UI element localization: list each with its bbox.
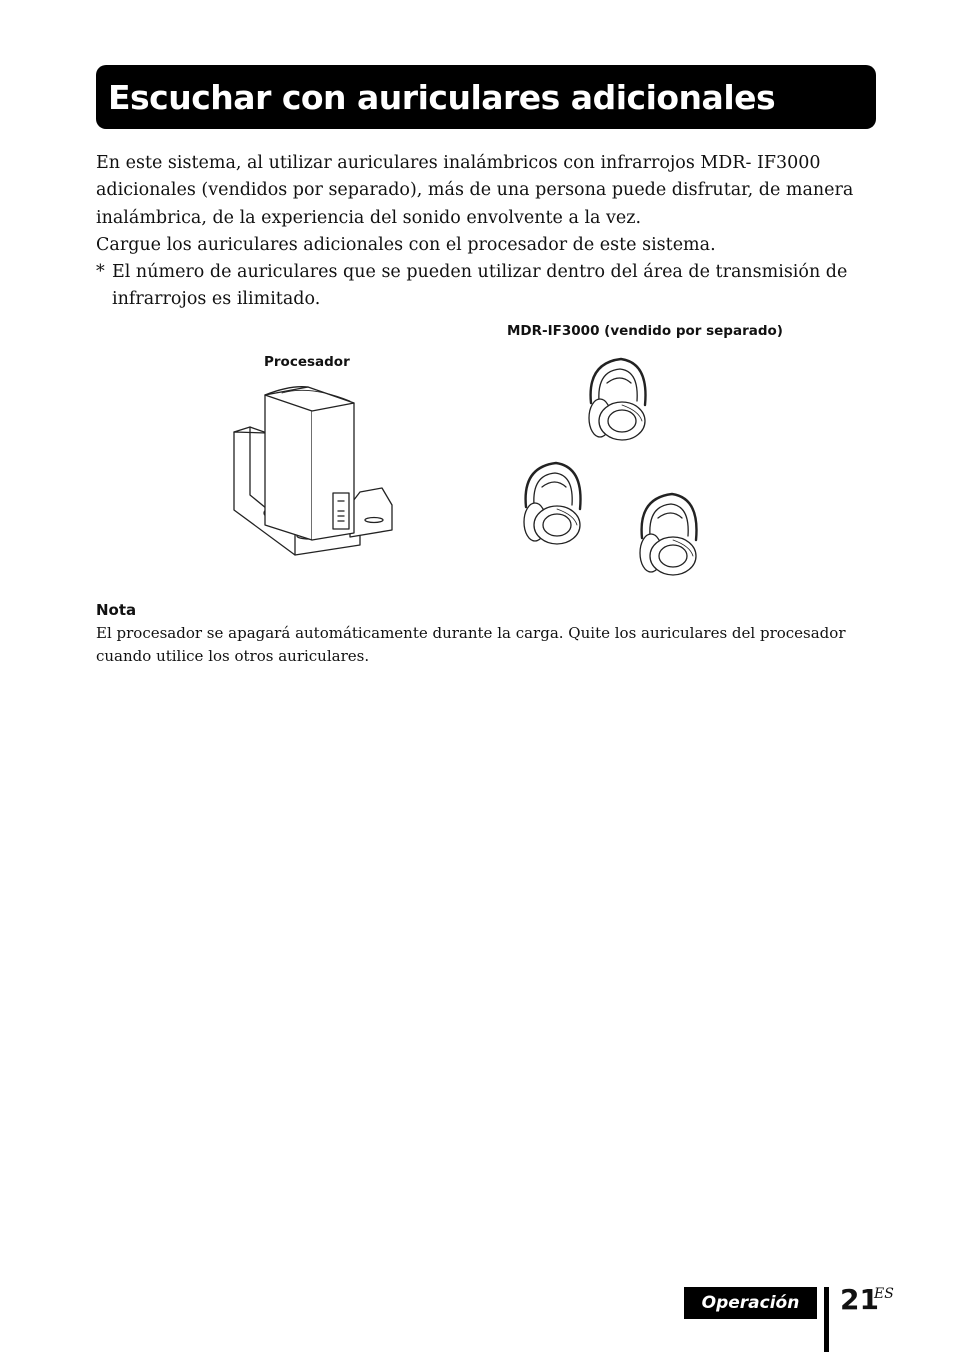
processor-illustration bbox=[234, 387, 392, 555]
intro-text bbox=[96, 150, 886, 314]
intro-paragraph: En este sistema, al utilizar auriculares inalámbricos con infrarrojos MDR- IF3000 adicionales (vendidos por separado), más de una persona puede disfrutar, de manera inalámbrica, de la experiencia del sonido envolvente a la vez. bbox=[96, 153, 854, 228]
processor-label: Procesador bbox=[264, 354, 350, 370]
note-text: El procesador se apagará automáticamente durante la carga. Quite los auriculares del procesador cuando utilice los otros auriculares. bbox=[96, 624, 846, 665]
headphones-illustration bbox=[640, 494, 697, 575]
footer-divider bbox=[824, 1287, 829, 1352]
headphones-illustration bbox=[524, 463, 581, 544]
page-number: 21 bbox=[840, 1283, 879, 1316]
footnote-text: El número de auriculares que se pueden utilizar dentro del área de transmisión de infrarrojos es ilimitado. bbox=[112, 262, 848, 310]
note-heading: Nota bbox=[96, 601, 137, 619]
footnote-marker: * bbox=[96, 262, 105, 283]
page-language: ES bbox=[874, 1286, 894, 1302]
footnote-item bbox=[96, 259, 886, 314]
page-title: Escuchar con auriculares adicionales bbox=[108, 77, 776, 117]
section-tab: Operación bbox=[684, 1287, 817, 1319]
title-bar bbox=[96, 65, 876, 129]
headphones-illustration bbox=[589, 359, 646, 440]
headphones-label: MDR-IF3000 (vendido por separado) bbox=[507, 323, 783, 339]
instruction-paragraph: Cargue los auriculares adicionales con el procesador de este sistema. bbox=[96, 234, 716, 255]
illustration bbox=[220, 345, 720, 595]
